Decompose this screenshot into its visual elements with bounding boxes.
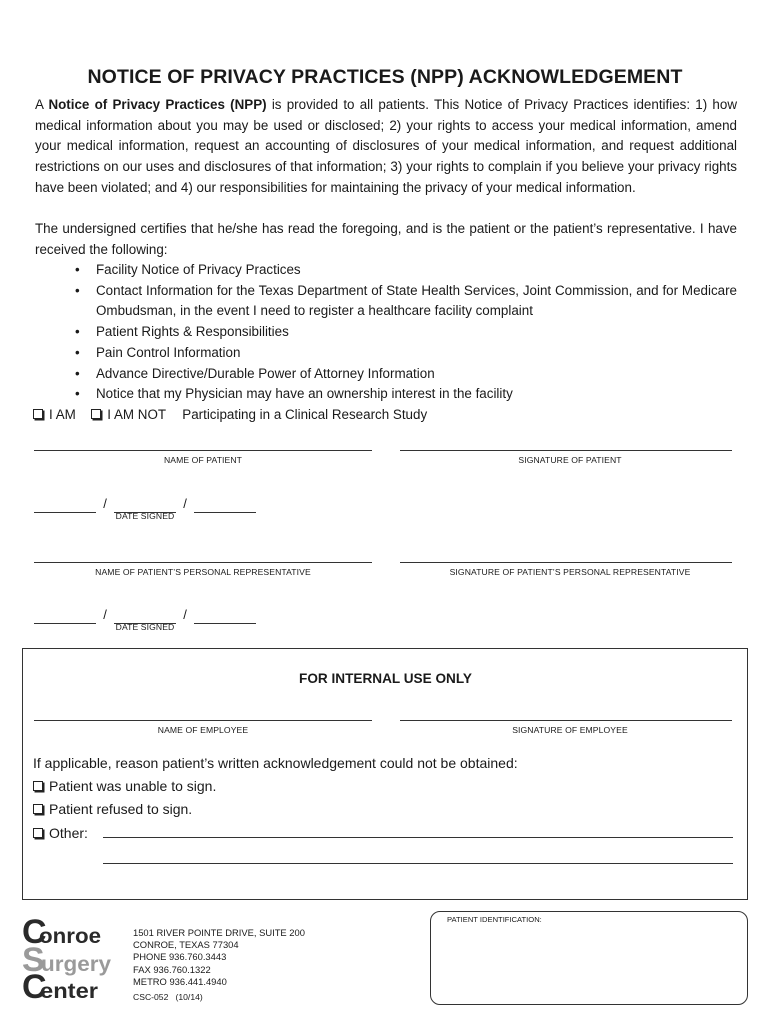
- study-options-row: [33, 405, 427, 425]
- patient-identification-box[interactable]: [430, 911, 748, 1005]
- patient-id-label: PATIENT IDENTIFICATION:: [447, 915, 542, 924]
- i-am-not-checkbox[interactable]: [91, 409, 101, 419]
- logo-word-enter: enter: [40, 980, 98, 1002]
- refused-option: [33, 798, 192, 822]
- facility-address-block: [133, 927, 305, 1003]
- employee-name-field[interactable]: [34, 720, 372, 721]
- rep-name-field[interactable]: [34, 562, 372, 563]
- metro-line: METRO 936.441.4940: [133, 975, 227, 987]
- logo-initial-s: S: [22, 941, 45, 979]
- list-item: • Patient Rights & Responsibilities: [75, 322, 737, 343]
- patient-signature-field[interactable]: [400, 450, 732, 451]
- date-slash: /: [103, 607, 107, 622]
- internal-use-heading: FOR INTERNAL USE ONLY: [299, 671, 472, 686]
- other-reason-line-2[interactable]: [103, 863, 733, 864]
- logo-graphic: [22, 912, 122, 1002]
- date-month-input[interactable]: [34, 611, 96, 624]
- employee-name-caption: NAME OF EMPLOYEE: [157, 725, 249, 735]
- patient-name-caption: NAME OF PATIENT: [163, 455, 243, 465]
- unable-label: Patient was unable to sign.: [49, 778, 217, 794]
- rep-signature-field[interactable]: [400, 562, 732, 563]
- patient-name-field[interactable]: [34, 450, 372, 451]
- unable-checkbox[interactable]: [33, 781, 43, 791]
- logo-word-urgery: urgery: [41, 953, 112, 976]
- logo-word-onroe: onroe: [39, 925, 101, 948]
- date-slash: /: [183, 496, 187, 511]
- intro-prefix: A: [35, 97, 49, 112]
- intro-paragraph: [35, 95, 737, 199]
- logo-initial-c: C: [22, 913, 47, 951]
- address-line: 1501 RIVER POINTE DRIVE, SUITE 200: [133, 927, 305, 938]
- i-am-checkbox[interactable]: [33, 409, 43, 419]
- i-am-label: I AM: [49, 407, 76, 422]
- employee-signature-caption: SIGNATURE OF EMPLOYEE: [512, 725, 628, 735]
- reason-prompt: If applicable, reason patient’s written acknowledgement could not be obtained:: [33, 755, 518, 771]
- list-item: • Advance Directive/Durable Power of Attorney Information: [75, 364, 737, 385]
- received-items-list: [75, 260, 737, 405]
- date-slash: /: [103, 496, 107, 511]
- list-item: • Facility Notice of Privacy Practices: [75, 260, 737, 281]
- study-label: Participating in a Clinical Research Study: [182, 407, 428, 422]
- list-item: • Contact Information for the Texas Department of State Health Services, Joint Commission, and for Medicare Ombudsman, in the event I need to register a healthcare facility complaint: [75, 281, 737, 322]
- fax-line: FAX 936.760.1322: [133, 963, 211, 975]
- other-checkbox[interactable]: [33, 828, 43, 838]
- refused-label: Patient refused to sign.: [49, 801, 193, 817]
- other-reason-line-1[interactable]: [103, 837, 733, 838]
- list-item: • Pain Control Information: [75, 343, 737, 364]
- date-year-input[interactable]: [194, 611, 256, 624]
- rep-signature-caption: SIGNATURE OF PATIENT’S PERSONAL REPRESENTATIVE: [449, 567, 691, 577]
- date-month-input[interactable]: [34, 500, 96, 513]
- conroe-surgery-center-logo: [22, 912, 122, 1002]
- list-item: • Notice that my Physician may have an ownership interest in the facility: [75, 384, 737, 405]
- city-line: CONROE, TEXAS 77304: [133, 939, 239, 951]
- unable-option: [33, 775, 216, 799]
- other-option: [33, 822, 88, 846]
- date-signed-caption: DATE SIGNED: [115, 511, 175, 521]
- form-title: NOTICE OF PRIVACY PRACTICES (NPP) ACKNOWLEDGEMENT: [87, 66, 683, 88]
- employee-signature-field[interactable]: [400, 720, 732, 721]
- intro-npp-bold: Notice of Privacy Practices (NPP): [48, 97, 267, 112]
- date-year-input[interactable]: [194, 500, 256, 513]
- i-am-not-label: I AM NOT: [107, 407, 166, 422]
- refused-checkbox[interactable]: [33, 804, 43, 814]
- intro-rest: is provided to all patients. This Notice of Privacy Practices identifies: 1) how medical information about you may be used or disclosed; 2) your rights to access your medical information, amend your medical information, request an accounting of disclosures of your medical information, and request additional restrictions on our uses and disclosures of that information; 3) your rights to complain if you believe your privacy rights have been violated; and 4) our responsibilities for maintaining the privacy of your medical information.: [35, 97, 737, 195]
- date-slash: /: [183, 607, 187, 622]
- rep-date-signed-caption: DATE SIGNED: [115, 622, 175, 632]
- form-code: CSC-052 (10/14): [133, 992, 203, 1003]
- other-label: Other:: [49, 825, 88, 841]
- patient-signature-caption: SIGNATURE OF PATIENT: [518, 455, 622, 465]
- rep-name-caption: NAME OF PATIENT’S PERSONAL REPRESENTATIVE: [95, 567, 311, 577]
- certify-paragraph: The undersigned certifies that he/she has read the foregoing, and is the patient or the patient’s representative. I have received the following:: [35, 221, 737, 257]
- logo-initial-c2: C: [22, 968, 47, 1002]
- phone-line: PHONE 936.760.3443: [133, 951, 227, 963]
